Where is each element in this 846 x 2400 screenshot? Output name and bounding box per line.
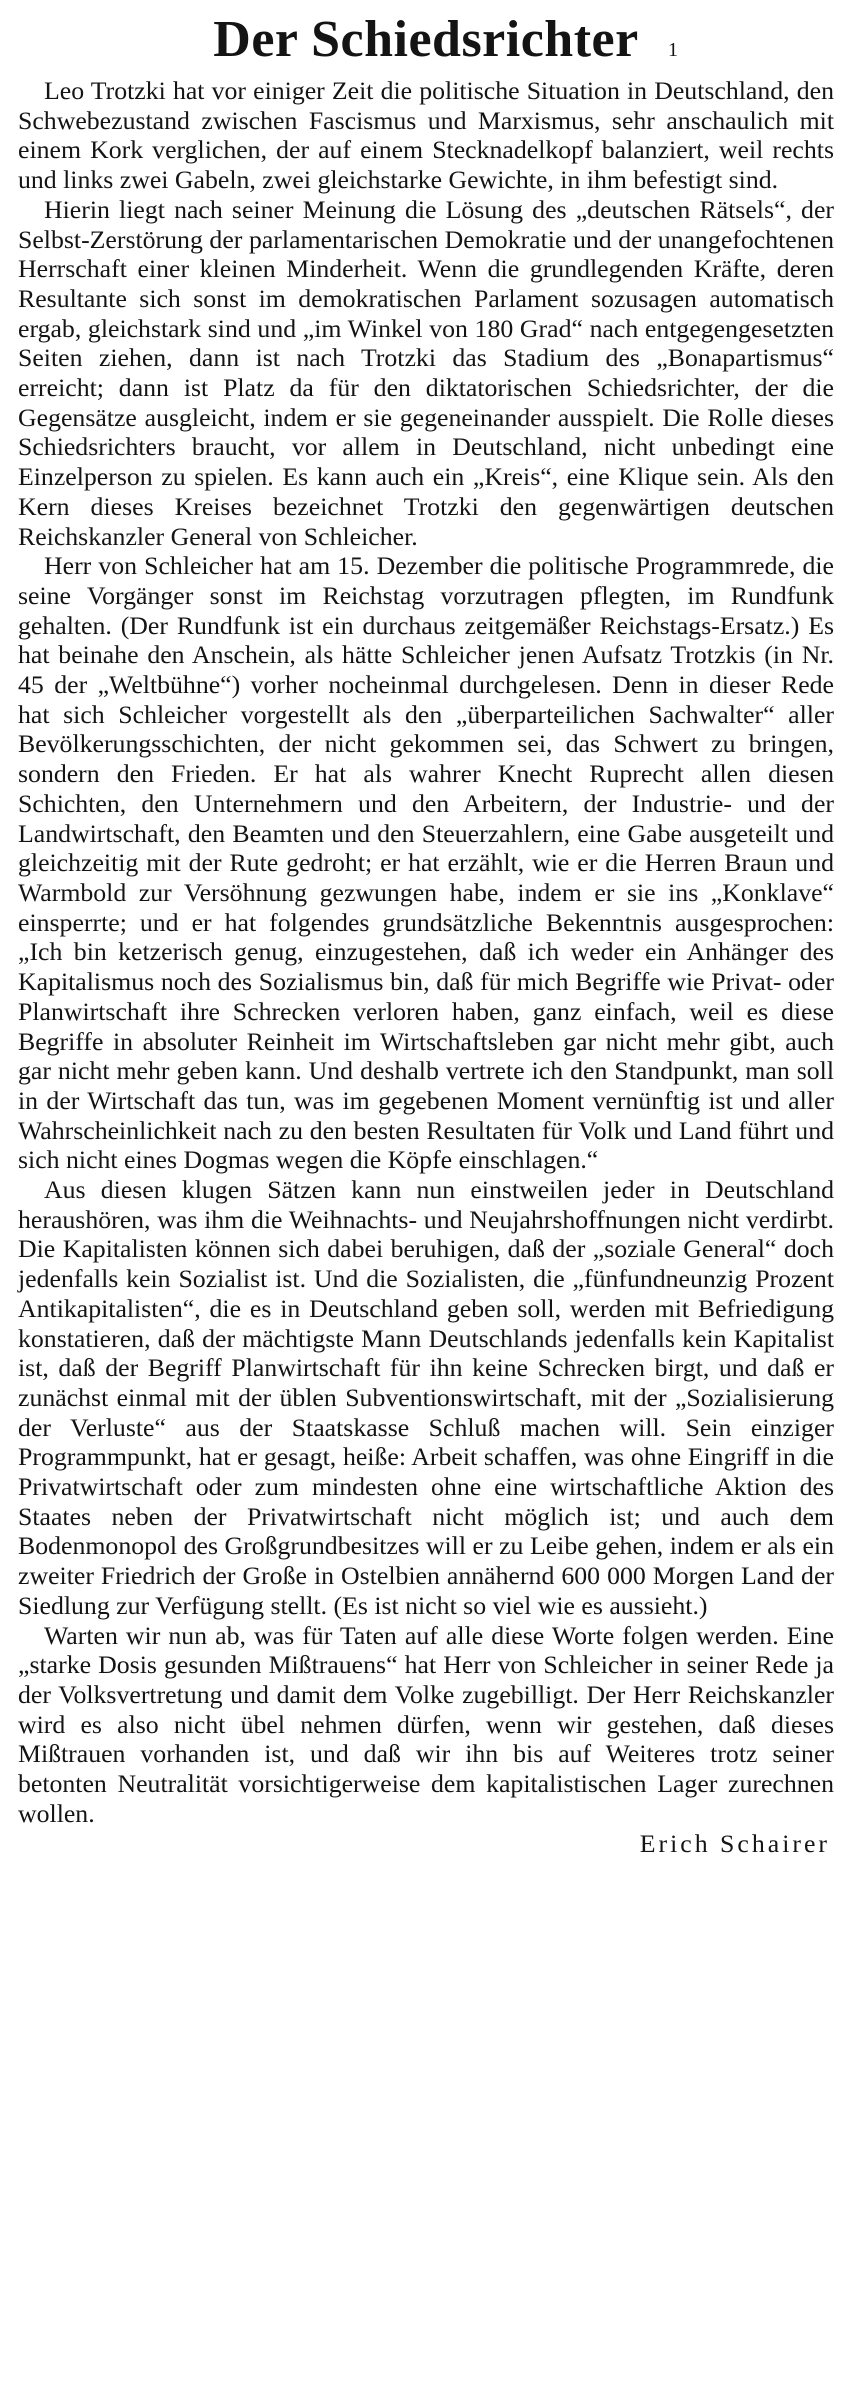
article-body [18, 76, 834, 1859]
article-title: Der Schiedsrichter [213, 11, 639, 68]
paragraph: Hierin liegt nach seiner Meinung die Lösung des „deutschen Rätsels“, der Selbst-Zerstörung der parlamentarischen Demokratie und der unangefochtenen Herrschaft einer kleinen Minderheit. Wenn die grundlegenden Kräfte, deren Resultante sich sonst im demokratischen Parlament sozusagen automatisch ergab, gleichstark sind und „im Winkel von 180 Grad“ nach entgegengesetzten Seiten ziehen, dann ist nach Trotzki das Stadium des „Bonapartismus“ erreicht; dann ist Platz da für den diktatorischen Schiedsrichter, der die Gegensätze ausgleicht, indem er sie gegeneinander ausspielt. Die Rolle dieses Schiedsrichters braucht, vor allem in Deutschland, nicht unbedingt eine Einzelperson zu spielen. Es kann auch ein „Kreis“, eine Klique sein. Als den Kern dieses Kreises bezeichnet Trotzki den gegenwärtigen deutschen Reichskanzler General von Schleicher. [18, 194, 834, 551]
title-row [18, 0, 834, 72]
paragraph: Aus diesen klugen Sätzen kann nun einstweilen jeder in Deutschland heraushören, was ihm die Weihnachts- und Neujahrshoffnungen nicht verdirbt. Die Kapitalisten können sich dabei beruhigen, daß der „soziale General“ doch jedenfalls kein Sozialist ist. Und die Sozialisten, die „fünfundneunzig Prozent Antikapitalisten“, die es in Deutschland geben soll, werden mit Befriedigung konstatieren, daß der mächtigste Mann Deutschlands jedenfalls kein Kapitalist ist, daß der Begriff Planwirtschaft für ihn keine Schrecken birgt, und daß er zunächst einmal mit der üblen Subventionswirtschaft, mit der „Sozialisierung der Verluste“ aus der Staatskasse Schluß machen will. Sein einziger Programmpunkt, hat er gesagt, heiße: Arbeit schaffen, was ohne Eingriff in die Privatwirtschaft oder zum mindesten ohne eine wirtschaftliche Aktion des Staates neben der Privatwirtschaft nicht möglich ist; und auch dem Bodenmonopol des Großgrundbesitzes will er zu Leibe gehen, indem er als ein zweiter Friedrich der Große in Ostelbien annähernd 600 000 Morgen Land der Siedlung zur Verfügung stellt. (Es ist nicht so viel wie es aussieht.) [18, 1175, 834, 1620]
footnote-mark: 1 [668, 39, 678, 61]
paragraph: Herr von Schleicher hat am 15. Dezember die politische Programmrede, die seine Vorgänger sonst im Reichstag vorzutragen pflegten, im Rundfunk gehalten. (Der Rundfunk ist ein durchaus zeitgemäßer Reichstags-Ersatz.) Es hat beinahe den Anschein, als hätte Schleicher jenen Aufsatz Trotzkis (in Nr. 45 der „Weltbühne“) vorher nocheinmal durchgelesen. Denn in dieser Rede hat sich Schleicher vorgestellt als den „überparteilichen Sachwalter“ aller Bevölkerungsschichten, der nicht gekommen sei, das Schwert zu bringen, sondern den Frieden. Er hat als wahrer Knecht Ruprecht allen diesen Schichten, den Unternehmern und den Arbeitern, der Industrie- und der Landwirtschaft, den Beamten und den Steuerzahlern, eine Gabe ausgeteilt und gleichzeitig mit der Rute gedroht; er hat erzählt, wie er die Herren Braun und Warmbold zur Versöhnung gezwungen habe, indem er sie ins „Konklave“ einsperrte; und er hat folgendes grundsätzliche Bekenntnis ausgesprochen: „Ich bin ketzerisch genug, einzugestehen, daß ich weder ein Anhänger des Kapitalismus noch des Sozialismus bin, daß für mich Begriffe wie Privat- oder Planwirtschaft ihre Schrecken verloren haben, ganz einfach, weil es diese Begriffe in absoluter Reinheit im Wirtschaftsleben gar nicht mehr gibt, auch gar nicht mehr geben kann. Und deshalb vertrete ich den Standpunkt, man soll in der Wirtschaft das tun, was im gegebenen Moment vernünftig ist und aller Wahrscheinlichkeit nach zu den besten Resultaten für Volk und Land führt und sich nicht eines Dogmas wegen die Köpfe einschlagen.“ [18, 551, 834, 1175]
byline [18, 1829, 834, 1859]
paragraph: Warten wir nun ab, was für Taten auf alle diese Worte folgen werden. Eine „starke Dosis gesunden Mißtrauens“ hat Herr von Schleicher in seiner Rede ja der Volksvertretung und damit dem Volke zugebilligt. Der Herr Reichskanzler wird es also nicht übel nehmen dürfen, wenn wir gestehen, daß dieses Mißtrauen vorhanden ist, und daß wir ihn bis auf Weiteres trotz seiner betonten Neutralität vorsichtigerweise dem kapitalistischen Lager zurechnen wollen. [18, 1620, 834, 1828]
author-name: Erich Schairer [639, 1829, 830, 1859]
paragraph: Leo Trotzki hat vor einiger Zeit die politische Situation in Deutschland, den Schwebezustand zwischen Fascismus und Marxismus, sehr anschaulich mit einem Kork verglichen, der auf einem Stecknadelkopf balanziert, weil rechts und links zwei Gabeln, zwei gleichstarke Gewichte, in ihm befestigt sind. [18, 76, 834, 195]
